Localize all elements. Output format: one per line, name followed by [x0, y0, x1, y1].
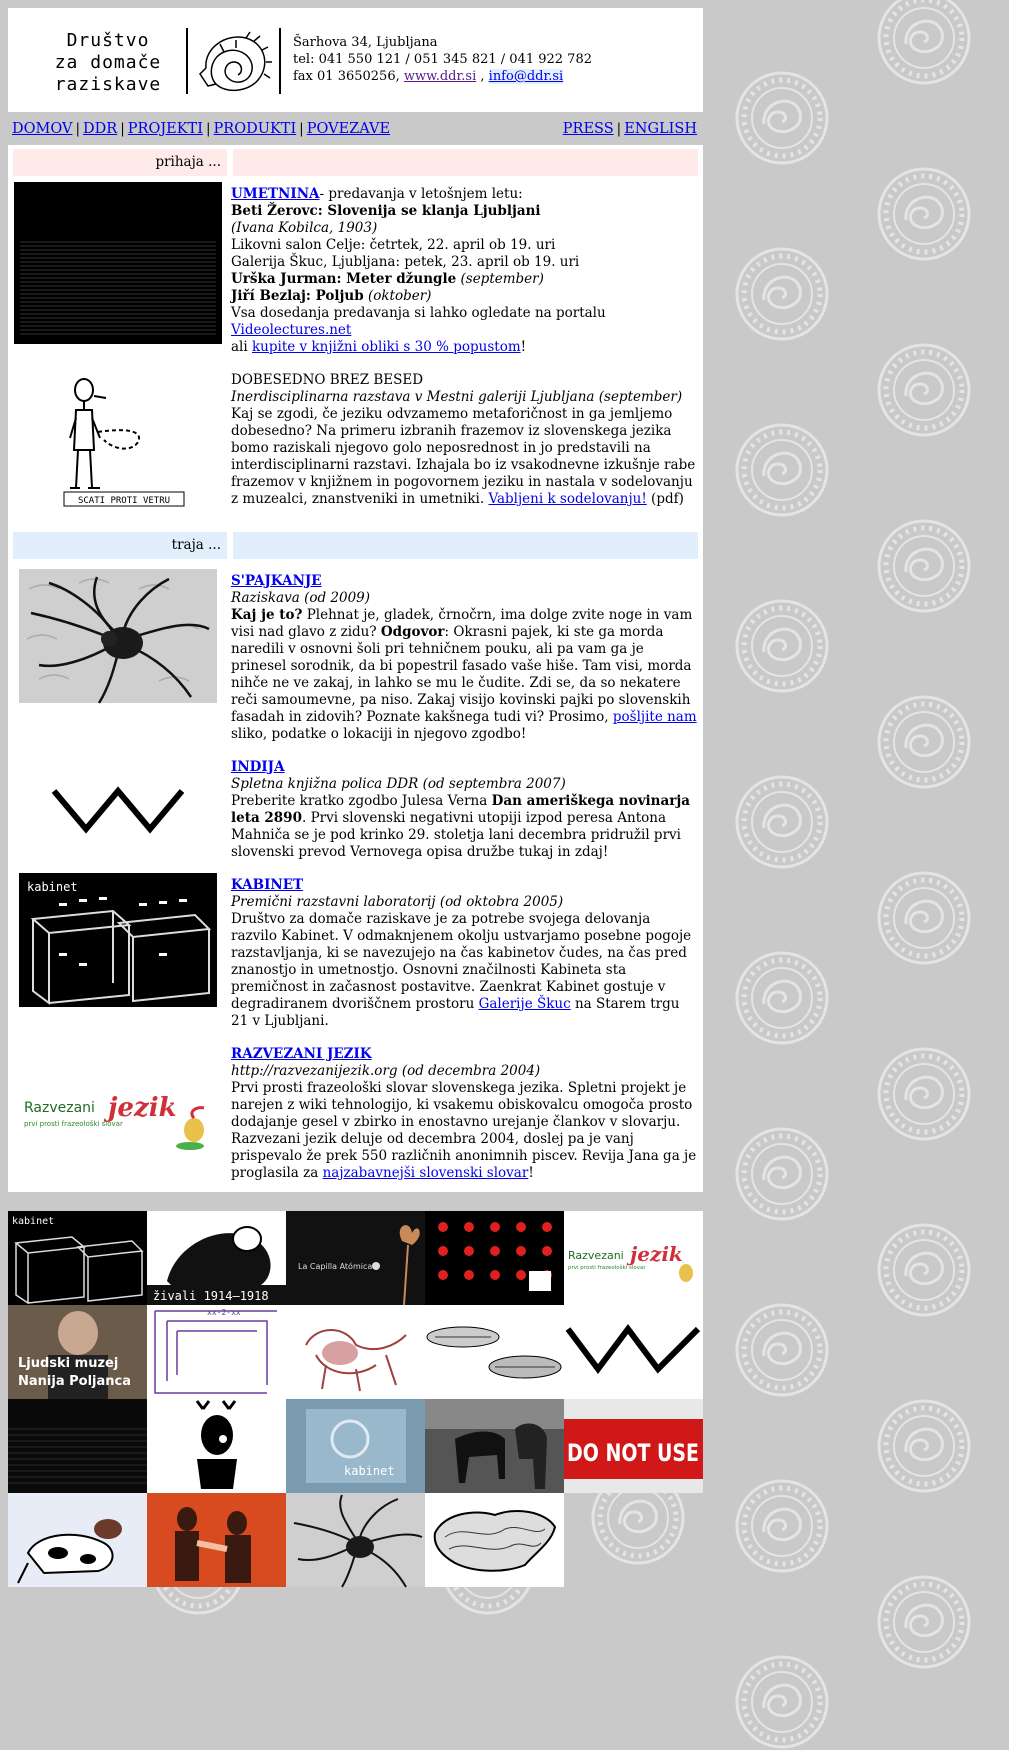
fax-text: fax 01 3650256,: [293, 69, 400, 84]
lecture-subtitle: (Ivana Kobilca, 1903): [231, 220, 378, 236]
galerija-skuc-link[interactable]: Galerije Škuc: [478, 996, 571, 1012]
stamp-icon: [876, 1222, 972, 1318]
lecture-title: Beti Žerovc: Slovenija se klanja Ljubljani: [231, 203, 541, 219]
nav-english[interactable]: ENGLISH: [624, 121, 697, 137]
contact-info: [293, 34, 592, 85]
funniest-dictionary-link[interactable]: najzabavnejši slovenski slovar: [322, 1165, 529, 1181]
gallery-tile-zivali[interactable]: [147, 1211, 286, 1305]
gallery-tile-larvae[interactable]: [425, 1305, 564, 1399]
indija-body-rest: . Prvi slovenski negativni utopiji izpod peresa Antona Mahniča se je pod krinko 29. stoletja lani decembra pridružil prvi slovenski prevod Vernovega opisa družbe tukaj in zdaj!: [231, 810, 681, 860]
lectures-note: Vsa dosedanja predavanja si lahko ogledate na portalu: [231, 305, 606, 321]
lecture-title: Jiří Bezlaj: Poljub: [231, 288, 364, 304]
stamp-icon: [876, 342, 972, 438]
indija-subtitle: Spletna knjižna polica DDR (od septembra 2007): [231, 776, 566, 792]
kabinet-text: [231, 873, 698, 1030]
stamp-icon: [734, 774, 830, 870]
drawing-caption: SCATI PROTI VETRU: [77, 496, 171, 506]
question-text: Plehnat je, gladek, črnočrn, ima dolge zvite noge in vam visi nad glavo z zidu?: [231, 607, 693, 640]
tile-label: kabinet: [12, 1216, 55, 1227]
umetnina-text: [231, 182, 698, 356]
kabinet-thumbnail: [19, 873, 217, 1007]
section-band: [233, 149, 698, 176]
item-razvezani-jezik: [13, 1042, 698, 1182]
gallery-tile-red-dots[interactable]: [425, 1211, 564, 1305]
nav-povezave[interactable]: POVEZAVE: [306, 121, 391, 137]
content: [8, 145, 703, 1192]
section-header-ongoing: [13, 532, 698, 559]
logo-line: raziskave: [54, 74, 162, 95]
svg-text:xx-2-xx: xx-2-xx: [207, 1308, 241, 1317]
nav-produkti[interactable]: PRODUKTI: [213, 121, 297, 137]
spider-photo: [19, 569, 217, 703]
jezik-text: [231, 1042, 698, 1182]
zigzag-logo-icon: [48, 773, 188, 843]
indija-book-title: Dan ameriškega novinarja leta 2890: [231, 793, 690, 826]
stamp-icon: [876, 694, 972, 790]
umetnina-link[interactable]: UMETNINA: [231, 186, 320, 202]
gallery-tile-deer[interactable]: [147, 1399, 286, 1493]
tile-label: DO NOT USE: [567, 1439, 699, 1467]
section-header-coming: [13, 149, 698, 176]
gallery-tile-slovenia-map[interactable]: [425, 1493, 564, 1587]
gallery-tile-empty: [564, 1493, 703, 1587]
buy-book-link[interactable]: kupite v knjižni obliki s 30 % popustom: [251, 339, 521, 355]
kabinet-body: Društvo za domače raziskave je za potrebe svojega delovanja razvilo Kabinet. V odmaknjenem okolju ustvarjamo posebne pogoje razstavljanja, ki se navezujejo na čas kabinetov čudes, na čas pred znanostjo in umetnostjo. Osnovni značilnosti Kabineta sta premičnost in začasnost postavitve. Zaenkrat Kabinet gostuje v degradiranem dvoriščnem prostoru: [231, 911, 692, 1012]
gallery-tile-maze[interactable]: [147, 1305, 286, 1399]
lecture-venue: Galerija Škuc, Ljubljana: petek, 23. april ob 19. uri: [231, 254, 580, 270]
gallery-tile-kabinet[interactable]: [8, 1211, 147, 1305]
gallery-tile-horses[interactable]: [425, 1399, 564, 1493]
tile-label: La Capilla Atómica: [298, 1262, 373, 1271]
jezik-tail: !: [528, 1165, 534, 1181]
tile-label: kabinet: [344, 1464, 395, 1478]
item-spajkanje: [13, 569, 698, 743]
section-band: [233, 532, 698, 559]
umetnina-thumbnail: [14, 182, 222, 344]
jezik-logo-sub: prvi prosti frazeološki slovar: [24, 1120, 123, 1128]
dobesedno-image: [13, 368, 223, 516]
tile-label: Ljudski muzej: [18, 1356, 119, 1371]
divider: [186, 28, 188, 94]
email-link[interactable]: info@ddr.si: [488, 69, 564, 84]
spajkanje-link[interactable]: S'PAJKANJE: [231, 573, 322, 589]
spajkanje-image[interactable]: [13, 569, 223, 743]
spajkanje-text: [231, 569, 698, 743]
jezik-logo-a: Razvezani: [24, 1100, 95, 1116]
nav-ddr[interactable]: DDR: [83, 121, 118, 137]
tile-label: jezik: [630, 1242, 683, 1266]
jezik-logo-b: jezik: [108, 1093, 177, 1123]
stamp-icon: [876, 1046, 972, 1142]
dobesedno-invite-link[interactable]: Vabljeni k sodelovanju!: [488, 491, 647, 507]
header: [8, 8, 703, 112]
stamp-icon: [876, 166, 972, 262]
stamp-icon: [876, 518, 972, 614]
page: [8, 8, 703, 1587]
jezik-subtitle: http://razvezanijezik.org (od decembra 2004): [231, 1063, 541, 1079]
stamp-icon: [876, 0, 972, 86]
gallery-tile-jezik[interactable]: [564, 1211, 703, 1305]
videolectures-link[interactable]: Videolectures.net: [231, 322, 352, 338]
item-dobesedno: [13, 368, 698, 516]
stamp-icon: [734, 1478, 830, 1574]
kabinet-tail: na Starem trgu 21 v Ljubljani.: [231, 996, 680, 1029]
project-gallery: [8, 1211, 703, 1587]
item-indija: [13, 755, 698, 861]
punct: !: [520, 339, 527, 355]
answer-label: Odgovor: [380, 624, 445, 640]
nav-press[interactable]: PRESS: [562, 121, 614, 137]
stamp-icon: [734, 422, 830, 518]
kabinet-link[interactable]: KABINET: [231, 877, 304, 893]
lecture-title: Urška Jurman: Meter džungle: [231, 271, 457, 287]
lectures-note: ali: [231, 339, 248, 355]
indija-text: [231, 755, 698, 861]
nav-projekti[interactable]: PROJEKTI: [127, 121, 203, 137]
section-label: prihaja ...: [13, 149, 227, 176]
gallery-tile-ljudski-muzej[interactable]: [8, 1305, 147, 1399]
stamp-icon: [876, 1398, 972, 1494]
main-nav: DOMOV | DDR | PROJEKTI | PRODUKTI | POVEZAVE PRESS | ENGLISH: [8, 112, 703, 145]
gallery-tile-capilla[interactable]: [286, 1211, 425, 1305]
jezik-body: Prvi prosti frazeološki slovar slovenskega jezika. Spletni projekt je narejen z wiki tehnologijo, ki vsakemu obiskovalcu omogoča prosto dodajanje gesel v zbirko in enostavno urejanje člankov v slovarju. Razvezani jezik deluje od decembra 2004, doslej pa je vanj prispevalo že prek 550 različnih anonimnih piscev. Revija Jana ga je proglasila za: [231, 1080, 697, 1181]
gallery-tile-performers[interactable]: [147, 1493, 286, 1587]
gallery-tile-poodle[interactable]: [286, 1305, 425, 1399]
stamp-icon: [734, 70, 830, 166]
pdf-note: (pdf): [651, 491, 684, 507]
spajkanje-tail: sliko, podatke o lokaciji in njegovo zgodbo!: [231, 726, 527, 742]
gallery-tile-kabinet-blue[interactable]: [286, 1399, 425, 1493]
kabinet-img-label: kabinet: [27, 880, 78, 894]
gallery-tile-cow[interactable]: [8, 1493, 147, 1587]
item-umetnina: [13, 182, 698, 356]
umetnina-intro: - predavanja v letošnjem letu:: [319, 186, 523, 202]
stamp-icon: [734, 950, 830, 1046]
dobesedno-subtitle: Inerdisciplinarna razstava v Mestni galeriji Ljubljana (september): [231, 389, 683, 405]
kabinet-image[interactable]: [13, 873, 223, 1030]
figure-drawing-icon: [14, 368, 222, 516]
shell-logo-icon: [196, 28, 274, 100]
spajkanje-subtitle: Raziskava (od 2009): [231, 590, 371, 606]
dobesedno-title: DOBESEDNO BREZ BESED: [231, 372, 424, 388]
stamp-icon: [734, 1654, 830, 1750]
razvezani-jezik-logo: [18, 1072, 218, 1152]
gallery-tile-indija[interactable]: [564, 1305, 703, 1399]
send-us-link[interactable]: pošljite nam: [612, 709, 697, 725]
tile-label: Razvezani: [568, 1249, 624, 1262]
lecture-date: (september): [460, 271, 544, 287]
stamp-icon: [734, 1126, 830, 1222]
lecture-venue: Likovni salon Celje: četrtek, 22. april ob 19. uri: [231, 237, 556, 253]
dobesedno-text: [231, 368, 698, 516]
answer-text: : Okrasni pajek, ki ste ga morda naredili v osnovni šoli pri tehničnem pouku, ali pa vam ga je prinesel sorodnik, da bi popestril fasado vaše hiše. Tam visi, morda nihče ne ve zakaj, in lahko se mu le čudite. Zdi se, da so nekatere reči samoumevne, pa niso. Zakaj visijo kovinski pajki po slovenskih fasadah in zidovih? Poznate kakšnega tudi vi? Prosimo,: [231, 624, 692, 725]
address-line: Šarhova 34, Ljubljana: [293, 35, 438, 50]
logo-line: Društvo: [66, 30, 150, 51]
gallery-tile-do-not-use[interactable]: [564, 1399, 703, 1493]
jezik-image[interactable]: [13, 1042, 223, 1182]
tel-line: tel: 041 550 121 / 051 345 821 / 041 922 782: [293, 52, 592, 67]
logo-text[interactable]: [32, 30, 184, 96]
fax-line: fax 01 3650256, www.ddr.si , info@ddr.si: [293, 69, 564, 84]
indija-body: Preberite kratko zgodbo Julesa Verna: [231, 793, 488, 809]
umetnina-image[interactable]: [13, 182, 223, 356]
indija-image[interactable]: [13, 755, 223, 861]
gallery-tile-spider[interactable]: [286, 1493, 425, 1587]
web-link[interactable]: www.ddr.si: [403, 69, 477, 84]
indija-link[interactable]: INDIJA: [231, 759, 285, 775]
lecture-date: (oktober): [367, 288, 432, 304]
stamp-icon: [876, 1574, 972, 1670]
nav-domov[interactable]: DOMOV: [12, 121, 73, 137]
jezik-link[interactable]: RAZVEZANI JEZIK: [231, 1046, 372, 1062]
section-label: traja ...: [13, 532, 227, 559]
logo-line: za domače: [54, 52, 162, 73]
divider: [279, 28, 281, 94]
item-kabinet: [13, 873, 698, 1030]
tile-label: prvi prosti frazeološki slovar: [568, 1265, 646, 1271]
stamp-icon: [734, 246, 830, 342]
tile-label: živali 1914–1918: [153, 1289, 269, 1303]
gallery-tile-umetnina[interactable]: [8, 1399, 147, 1493]
tile-label: Nanija Poljanca: [18, 1374, 131, 1389]
dobesedno-body: Kaj se zgodi, če jeziku odvzamemo metaforičnost in ga jemljemo dobesedno? Na primeru izbranih frazemov iz slovenskega jezika bomo raziskali njegovo golo neposrednost in jo predstavili na interdisciplinarni razstavi. Izhajala bo iz vsakodnevne izkušnje rabe frazemov v knjižnem in pogovornem jeziku in nastala v sodelovanju z muzealci, znanstveniki in umetniki.: [231, 406, 696, 507]
question-label: Kaj je to?: [231, 607, 303, 623]
kabinet-subtitle: Premični razstavni laboratorij (od oktobra 2005): [231, 894, 564, 910]
stamp-icon: [734, 598, 830, 694]
stamp-icon: [734, 1302, 830, 1398]
stamp-icon: [876, 870, 972, 966]
